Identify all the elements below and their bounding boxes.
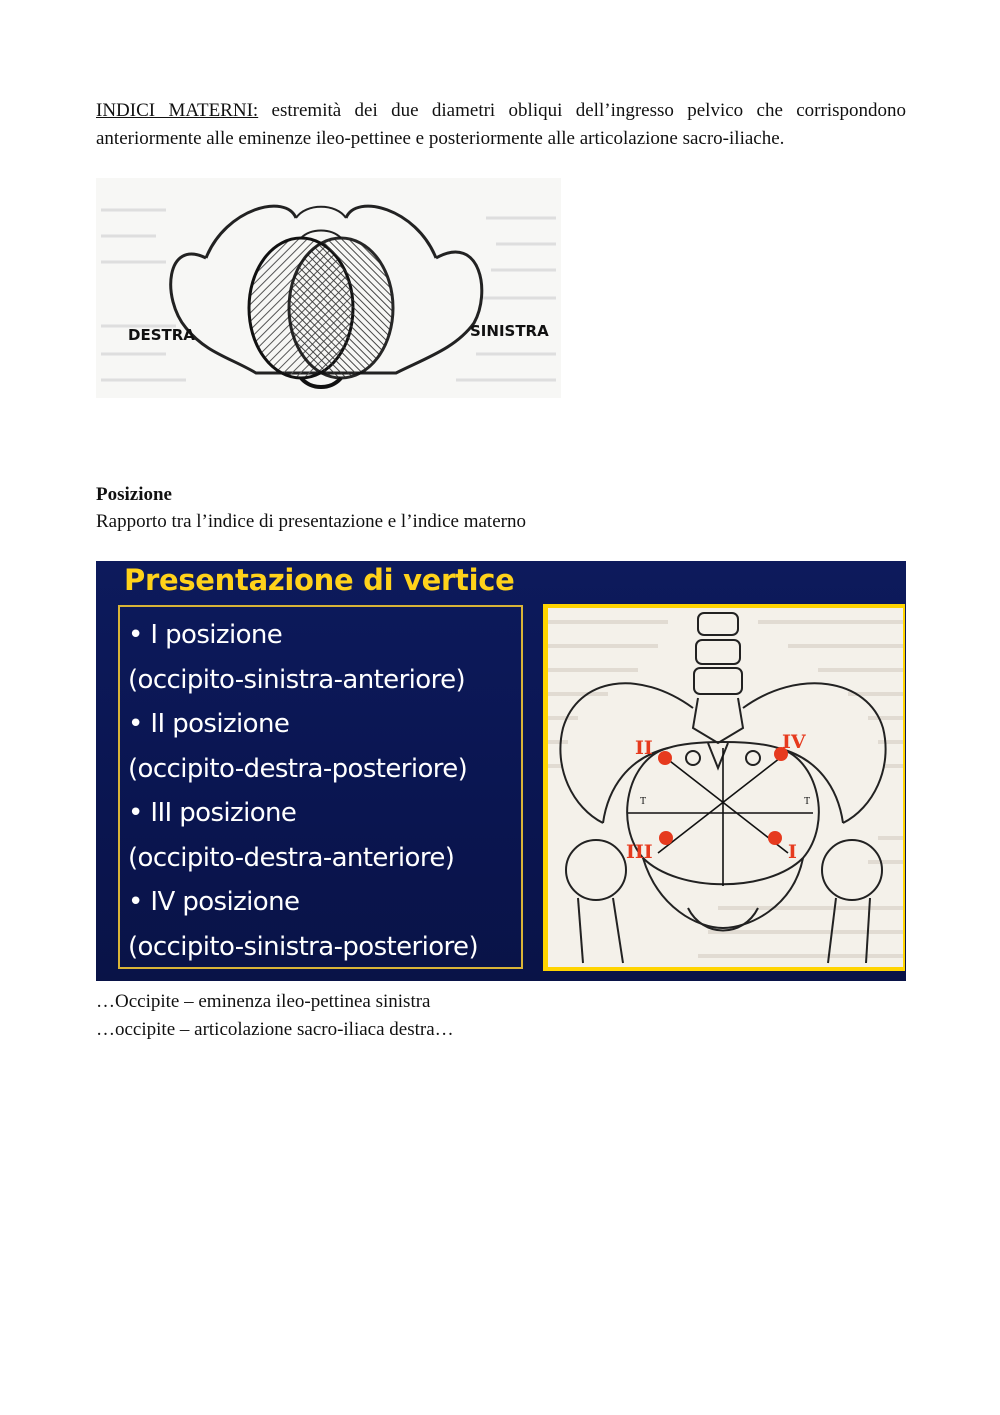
pelvis-positions-drawing xyxy=(548,608,903,967)
label-position-iii: III xyxy=(626,841,653,863)
list-item: • IV posizione xyxy=(128,887,300,917)
list-item: • I posizione xyxy=(128,620,283,650)
section-subtitle: Rapporto tra l’indice di presentazione e l’indice materno xyxy=(96,511,526,532)
pelvis-positions-figure xyxy=(543,604,905,971)
label-position-iv: IV xyxy=(782,731,806,753)
label-position-i: I xyxy=(788,841,797,863)
intro-label: INDICI MATERNI: xyxy=(96,100,259,121)
pelvis-figure xyxy=(96,178,561,398)
list-item: • II posizione xyxy=(128,709,290,739)
label-destra: DESTRA xyxy=(128,326,195,344)
list-item: (occipito-sinistra-posteriore) xyxy=(128,931,478,962)
pelvis-drawing xyxy=(96,178,561,398)
label-sinistra: SINISTRA xyxy=(470,322,549,340)
label-t-right: T xyxy=(804,796,811,807)
closing-line-1: …Occipite – eminenza ileo-pettinea sinistra xyxy=(96,991,431,1012)
label-position-ii: II xyxy=(635,737,653,759)
intro-paragraph xyxy=(96,97,906,153)
slide-presentazione xyxy=(96,561,906,981)
closing-line-2: …occipite – articolazione sacro-iliaca destra… xyxy=(96,1019,454,1040)
closing-lines xyxy=(96,988,454,1044)
label-t-left: T xyxy=(640,796,647,807)
list-item: (occipito-destra-anteriore) xyxy=(128,842,455,873)
section-heading: Posizione xyxy=(96,484,172,505)
slide-title: Presentazione di vertice xyxy=(124,563,515,597)
list-item: • III posizione xyxy=(128,798,297,828)
position-list xyxy=(128,613,517,969)
slide-text-box xyxy=(118,605,523,969)
list-item: (occipito-destra-posteriore) xyxy=(128,753,468,784)
list-item: (occipito-sinistra-anteriore) xyxy=(128,664,466,695)
intro-text: estremità dei due diametri obliqui dell’ingresso pelvico che corrispondono anteriormente alle eminenze ileo-pettinee e posteriormente alle articolazione sacro-iliache. xyxy=(96,100,907,149)
